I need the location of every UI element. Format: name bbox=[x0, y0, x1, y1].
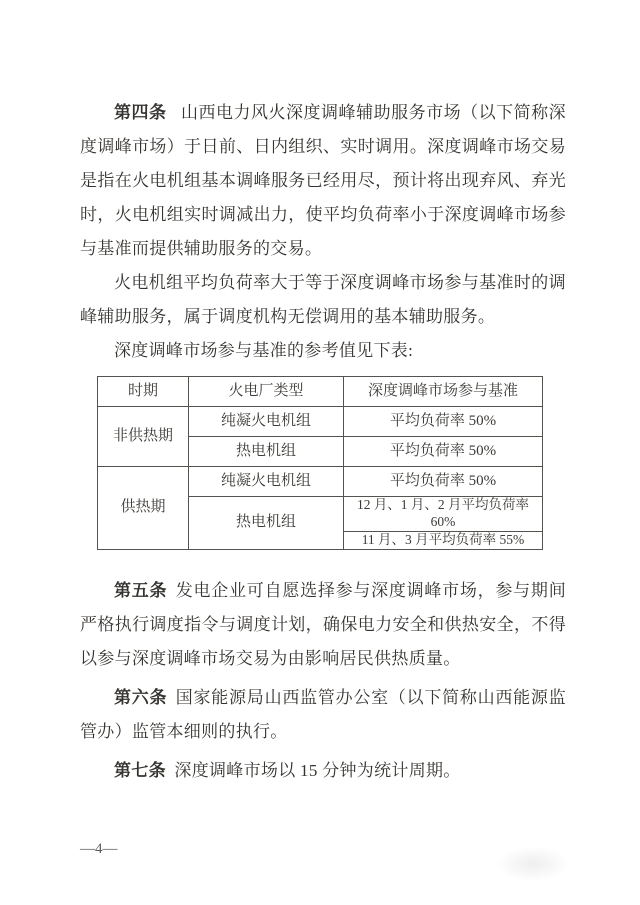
period-cell: 非供热期 bbox=[98, 407, 189, 467]
table-intro: 深度调峰市场参与基准的参考值见下表: bbox=[114, 341, 414, 360]
benchmark-cell: 平均负荷率 50% bbox=[344, 437, 543, 467]
col-header-benchmark: 深度调峰市场参与基准 bbox=[344, 377, 543, 407]
plant-type-cell: 热电机组 bbox=[189, 497, 344, 550]
plant-type-cell: 纯凝火电机组 bbox=[189, 407, 344, 437]
col-header-plant-type: 火电厂类型 bbox=[189, 377, 344, 407]
article-4 bbox=[80, 96, 566, 266]
period-cell: 供热期 bbox=[98, 467, 189, 550]
benchmark-table bbox=[97, 376, 543, 550]
article-5-text: 发电企业可自愿选择参与深度调峰市场，参与期间严格执行调度指令与调度计划，确保电力安全和供热安全，不得以参与深度调峰市场交易为由影响居民供热质量。 bbox=[80, 580, 566, 668]
article-7-label: 第七条 bbox=[114, 760, 166, 780]
article-6-label: 第六条 bbox=[114, 687, 168, 707]
article-5 bbox=[80, 574, 566, 676]
plant-type-cell: 热电机组 bbox=[189, 437, 344, 467]
paragraph-baseline: 火电机组平均负荷率大于等于深度调峰市场参与基准时的调峰辅助服务，属于调度机构无偿调用的基本辅助服务。 bbox=[80, 273, 566, 326]
table-row bbox=[98, 467, 543, 497]
benchmark-cell: 11 月、3 月平均负荷率 55% bbox=[344, 531, 543, 549]
document-body bbox=[80, 96, 566, 788]
article-6 bbox=[80, 681, 566, 749]
plant-type-cell: 纯凝火电机组 bbox=[189, 467, 344, 497]
article-7-text: 深度调峰市场以 15 分钟为统计周期。 bbox=[174, 760, 461, 780]
col-header-period: 时期 bbox=[98, 377, 189, 407]
article-7 bbox=[80, 754, 566, 788]
benchmark-cell: 12 月、1 月、2 月平均负荷率 60% bbox=[344, 497, 543, 532]
article-5-label: 第五条 bbox=[114, 580, 168, 600]
article-4-label: 第四条 bbox=[114, 103, 167, 122]
page-number: —4— bbox=[80, 841, 118, 857]
benchmark-cell: 平均负荷率 50% bbox=[344, 467, 543, 497]
article-4-text: 山西电力风火深度调峰辅助服务市场（以下简称深度调峰市场）于日前、日内组织、实时调用。深度调峰市场交易是指在火电机组基本调峰服务已经用尽，预计将出现弃风、弃光时，火电机组实时调减出力，使平均负荷率小于深度调峰市场参与基准而提供辅助服务的交易。 bbox=[80, 103, 566, 258]
watermark-smudge bbox=[496, 846, 570, 882]
article-6-text: 国家能源局山西监管办公室（以下简称山西能源监管办）监管本细则的执行。 bbox=[80, 687, 566, 741]
benchmark-cell: 平均负荷率 50% bbox=[344, 407, 543, 437]
table-header-row bbox=[98, 377, 543, 407]
table-row bbox=[98, 407, 543, 437]
